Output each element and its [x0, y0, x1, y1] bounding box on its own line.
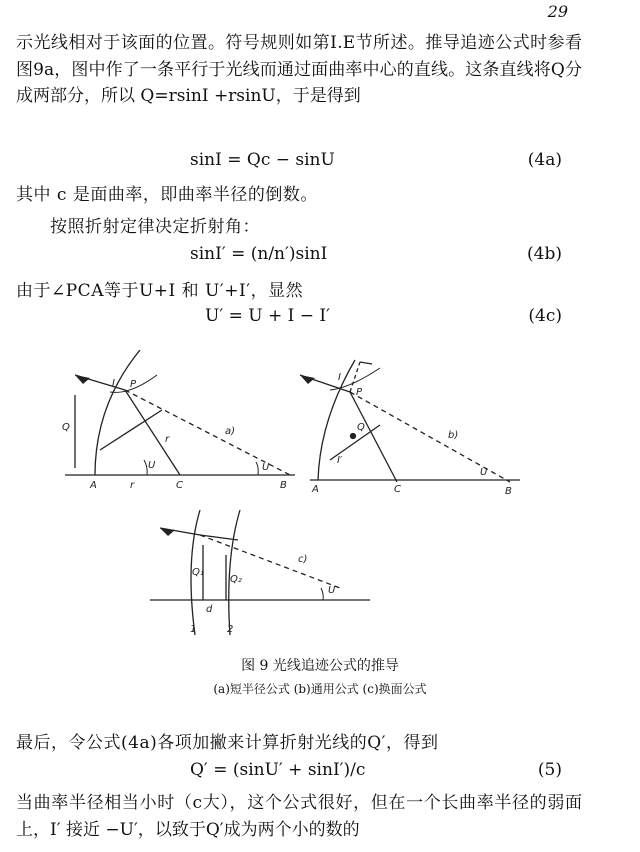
diagram-b [300, 360, 520, 482]
text-finally: 最后，令公式(4a)各项加撇来计算折射光线的Q′，得到 [16, 733, 439, 753]
label-a-p: P [130, 379, 137, 390]
paragraph-last: 当曲率半径相当小时（c大），这个公式很好，但在一个长曲率半径的弱面上，I′ 接近 −U′，以致于Q′成为两个小的数的 [16, 793, 582, 840]
label-a-u2: U [262, 462, 270, 473]
diagram-c [150, 510, 370, 635]
surface-arc-a [95, 350, 140, 475]
label-a-b: B [280, 480, 287, 491]
label-a-i: I [112, 378, 115, 389]
equation-4a: sinI = Qc − sinU [190, 150, 335, 170]
label-a-tag: a) [225, 426, 236, 437]
figure-caption-sub: (a)短半径公式 (b)通用公式 (c)换面公式 [213, 682, 427, 696]
ray-arrow-a [75, 375, 90, 384]
equation-4b-number: (4b) [527, 244, 562, 264]
equation-4c: U′ = U + I − I′ [205, 306, 330, 326]
label-a-c: C [176, 480, 183, 491]
figure-caption-title: 图 9 光线追迹公式的推导 [241, 658, 399, 674]
label-a-q: Q [62, 422, 70, 433]
text-refraction-law: 按照折射定律决定折射角： [50, 217, 260, 237]
label-c-q2: Q₂ [230, 574, 242, 585]
text-angle-pca: 由于∠PCA等于U+I 和 U′+I′，显然 [16, 281, 304, 301]
label-a-r1: r [130, 480, 135, 491]
angle-u2-arc-a [256, 462, 258, 475]
label-b-p: P [356, 387, 363, 398]
label-a-r2: r [165, 434, 170, 445]
label-b-tag: b) [448, 430, 459, 441]
ray-arrow-b [300, 375, 315, 384]
angle-u-arc-a [144, 460, 147, 475]
equation-4c-number: (4c) [528, 306, 562, 326]
ray-extension-c [200, 535, 340, 588]
diagram-a [65, 350, 295, 475]
ray-segment-c [200, 535, 238, 540]
paragraph-intro: 示光线相对于该面的位置。符号规则如第Ⅰ.E节所述。推导追迹公式时参看图9a，图中作了一条平行于光线而通过面曲率中心的直线。这条直线将Q分成两部分，所以 Q=rsinI +rsinU，于是得到 [16, 33, 582, 106]
equation-5-number: (5) [537, 760, 562, 780]
label-c-tag: c) [298, 554, 308, 565]
label-c-u: U [328, 585, 336, 596]
label-b-i2: I′ [337, 455, 343, 466]
label-a-a: A [90, 480, 97, 491]
label-b-i: I [338, 372, 341, 383]
tag-line-b [360, 362, 372, 364]
page-number: 29 [547, 2, 568, 21]
equation-4b: sinI′ = (n/n′)sinI [190, 244, 328, 264]
ray-arrow-c [160, 528, 175, 536]
label-b-c: C [394, 484, 401, 495]
label-c-s1: 1 [190, 624, 197, 635]
surface-2-c [229, 510, 240, 635]
label-b-a: A [312, 484, 319, 495]
label-b-u: U [480, 467, 488, 478]
label-c-d: d [206, 604, 213, 615]
label-a-u: U [148, 460, 156, 471]
text-curvature-definition: 其中 c 是面曲率，即曲率半径的倒数。 [16, 185, 318, 205]
angle-u-arc-c [321, 588, 323, 600]
label-b-b: B [505, 486, 512, 497]
label-c-s2: 2 [227, 624, 234, 635]
point-o-b [351, 434, 356, 439]
equation-5: Q′ = (sinU′ + sinI′)/c [190, 760, 366, 780]
figure-9 [0, 350, 640, 650]
label-c-q1: Q₁ [192, 567, 204, 578]
label-b-q: Q [357, 422, 365, 433]
equation-4a-number: (4a) [527, 150, 562, 170]
parallel-line-a [100, 410, 162, 450]
